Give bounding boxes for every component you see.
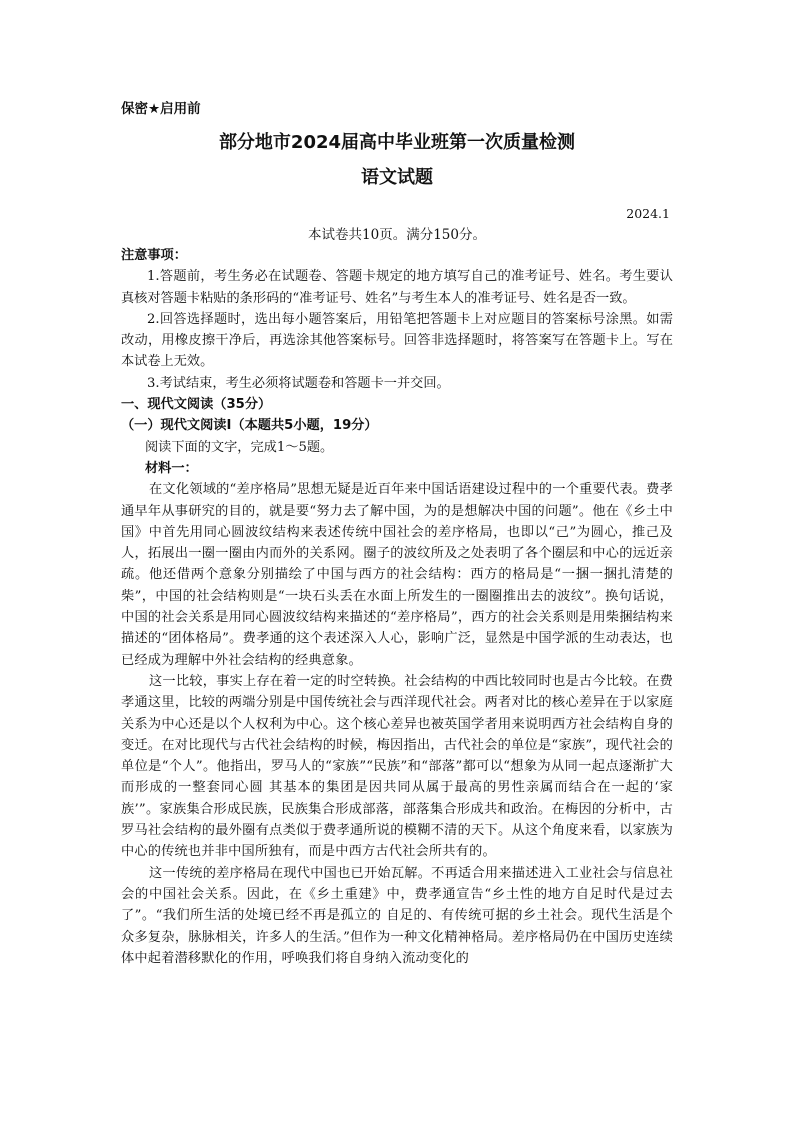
exam-title: 部分地市2024届高中毕业班第一次质量检测 — [218, 132, 576, 153]
notice-item-1: 1.答题前，考生务必在试题卷、答题卡规定的地方填写自己的准考证号、姓名。考生要认真核对答题卡粘贴的条形码的“准考证号、姓名”与考生本人的准考证号、姓名是否一致。 — [121, 269, 673, 306]
section-heading: 一、现代文阅读（35分） — [121, 397, 272, 413]
exam-body — [121, 245, 673, 969]
material-label: 材料一： — [145, 460, 198, 476]
subject-title: 语文试题 — [361, 167, 433, 188]
notice-item-3: 3.考试结束，考生必须将试题卷和答题卡一并交回。 — [147, 375, 450, 391]
exam-date: 2024.1 — [626, 206, 670, 221]
subsection-heading: （一）现代文阅读Ⅰ（本题共5小题，19分） — [121, 418, 378, 434]
exam-info: 本试卷共10页。满分150分。 — [308, 227, 486, 243]
passage-paragraph-2: 这一比较，事实上存在着一定的时空转换。社会结构的中西比较同时也是古今比较。在费孝通这里，比较的两端分别是中国传统社会与西洋现代社会。两者对比的核心差异在于以家庭关系为中心还是以个人权利为中心。这个核心差异也被英国学者用来说明西方社会结构自身的变迁。在对比现代与古代社会结构的时候，梅因指出，古代社会的单位是“家族”，现代社会的单位是“个人”。他指出，罗马人的“家族”“民族”和“部落”都可以“想象为从同一起点逐渐扩大而形成的一整套同心圆 其基本的集团是因共同从属于最高的男性亲属而结合在一起的‘家族’”。家族集合形成民族，民族集合形成部落，部落集合形成共和政治。在梅因的分析中，古罗马社会结构的最外圈有点类似于费孝通所说的模糊不清的天下。从这个角度来看，以家族为中心的传统也并非中国所独有，而是中西方古代社会所共有的。 — [121, 673, 673, 860]
reading-instruction: 阅读下面的文字，完成1～5题。 — [145, 439, 334, 455]
notice-heading: 注意事项： — [121, 248, 187, 263]
notice-item-2: 2.回答选择题时，选出每小题答案后，用铅笔把答题卡上对应题目的答案标号涂黑。如需改动，用橡皮擦干净后，再选涂其他答案标号。回答非选择题时，将答案写在答题卡上。写在本试卷上无效。 — [121, 311, 673, 370]
passage-paragraph-3: 这一传统的差序格局在现代中国也已开始瓦解。不再适合用来描述进入工业社会与信息社会的中国社会关系。因此，在《乡土重建》中，费孝通宣告“乡土性的地方自足时代是过去了”。“我们所生活的处境已经不再是孤立的 自足的、有传统可据的乡土社会。现代生活是个众多复杂，脉脉相关，许多人的生活。”但作为一种文化精神格局。差序格局仍在中国历史连续体中起着潜移默化的作用，呼唤我们将自身纳入流动变化的 — [121, 865, 673, 966]
passage-paragraph-1: 在文化领域的“差序格局”思想无疑是近百年来中国话语建设过程中的一个重要代表。费孝通早年从事研究的目的，就是要“努力去了解中国，为的是想解决中国的问题”。他在《乡土中国》中首先用同心圆波纹结构来表述传统中国社会的差序格局，也即以“己”为圆心，推己及人，拓展出一圈一圈由内而外的关系网。圈子的波纹所及之处表明了各个圈层和中心的远近亲疏。他还借两个意象分别描绘了中国与西方的社会结构：西方的格局是“一捆一捆扎清楚的柴”，中国的社会结构则是“一块石头丢在水面上所发生的一圈圈推出去的波纹”。换句话说，中国的社会关系是用同心圆波纹结构来描述的“差序格局”，西方的社会关系则是用柴捆结构来描述的“团体格局”。费孝通的这个表述深入人心，影响广泛，显然是中国学派的生动表达，也已经成为理解中外社会结构的经典意象。 — [121, 482, 673, 668]
confidential-label: 保密★启用前 — [121, 101, 201, 117]
